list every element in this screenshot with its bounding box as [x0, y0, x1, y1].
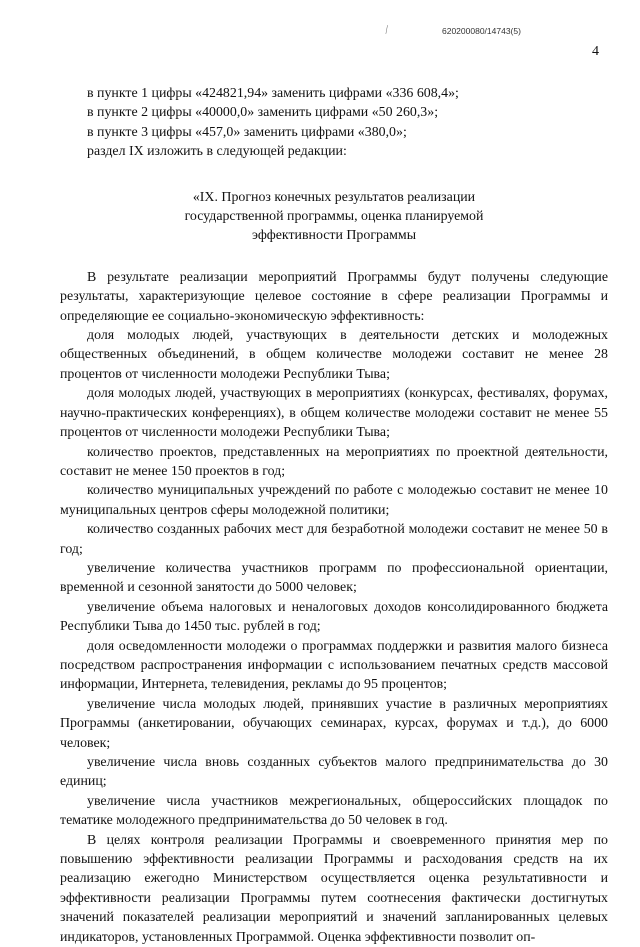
- paragraph: доля осведомленности молодежи о программах поддержки и развития малого бизнеса посредством распространения информации с использованием печатных средств массовой информации, Интернета, телевидения, рекламы до 95 процентов;: [60, 638, 608, 693]
- amendment-line: в пункте 1 цифры «424821,94» заменить цифрами «336 608,4»;: [87, 86, 459, 101]
- amendment-line: раздел IX изложить в следующей редакции:: [87, 144, 347, 160]
- paragraph: увеличение числа молодых людей, принявших участие в различных мероприятиях Программы (анкетировании, обучающих семинарах, курсах, форумах и т.д.), до 6000 человек;: [60, 696, 608, 751]
- paragraph: количество проектов, представленных на мероприятиях по проектной деятельности, составит не менее 150 проектов в год;: [60, 444, 608, 479]
- paragraph: количество созданных рабочих мест для безработной молодежи составит не менее 50 в год;: [60, 522, 608, 557]
- document-code: 620200080/14743(5): [442, 26, 521, 36]
- paragraph: увеличение количества участников программ по профессиональной ориентации, временной и сезонной занятости до 5000 человек;: [60, 560, 608, 596]
- document-body: [60, 84, 608, 947]
- paragraph: В целях контроля реализации Программы и своевременного принятия мер по повышению эффективности реализации Программы и расходования средств на их реализацию ежегодно Министерством осуществляется оценка результативности и эффективности реализации Программы путем соотнесения фактически достигнутых значений показателей реализации мероприятий и значений запланированных целевых индикаторов, установленных Программой. Оценка эффективности позволит оп-: [60, 832, 608, 945]
- paragraph: доля молодых людей, участвующих в мероприятиях (конкурсах, фестивалях, форумах, научно-практических конференциях), в общем количестве молодежи составит не менее 55 процентов от численности молодежи Республики Тыва;: [60, 386, 608, 441]
- section-title-line: государственной программы, оценка планируемой: [184, 209, 484, 225]
- page-number: 4: [592, 44, 599, 59]
- paragraph: количество муниципальных учреждений по работе с молодежью составит не менее 10 муниципальных центров сферы молодежной политики;: [60, 483, 608, 518]
- paragraph: увеличение объема налоговых и неналоговых доходов консолидированного бюджета Республики Тыва до 1450 тыс. рублей в год;: [60, 599, 608, 635]
- amendments-list: [60, 84, 608, 162]
- paragraph: увеличение числа участников межрегиональных, общероссийских площадок по тематике молодежного предпринимательства до 50 человек в год.: [60, 793, 608, 829]
- section-title-line: «IX. Прогноз конечных результатов реализации: [192, 189, 476, 205]
- section-title: [60, 188, 608, 246]
- section-title-line: эффективности Программы: [251, 228, 417, 244]
- paragraph: доля молодых людей, участвующих в деятельности детских и молодежных общественных объединений, в общем количестве молодежи составит не менее 28 процентов от численности молодежи Республики Тыва;: [60, 328, 608, 382]
- paragraph: В результате реализации мероприятий Программы будут получены следующие результаты, характеризующие целевое состояние в сфере реализации Программы и определяющие ее социально-экономическую эффективность:: [60, 269, 608, 324]
- amendment-line: в пункте 2 цифры «40000,0» заменить цифрами «50 260,3»;: [87, 105, 439, 121]
- amendment-line: в пункте 3 цифры «457,0» заменить цифрами «380,0»;: [87, 124, 407, 140]
- pen-mark: ⁄: [383, 24, 391, 36]
- paragraph: увеличение числа вновь созданных субъектов малого предпринимательства до 30 единиц;: [60, 755, 608, 790]
